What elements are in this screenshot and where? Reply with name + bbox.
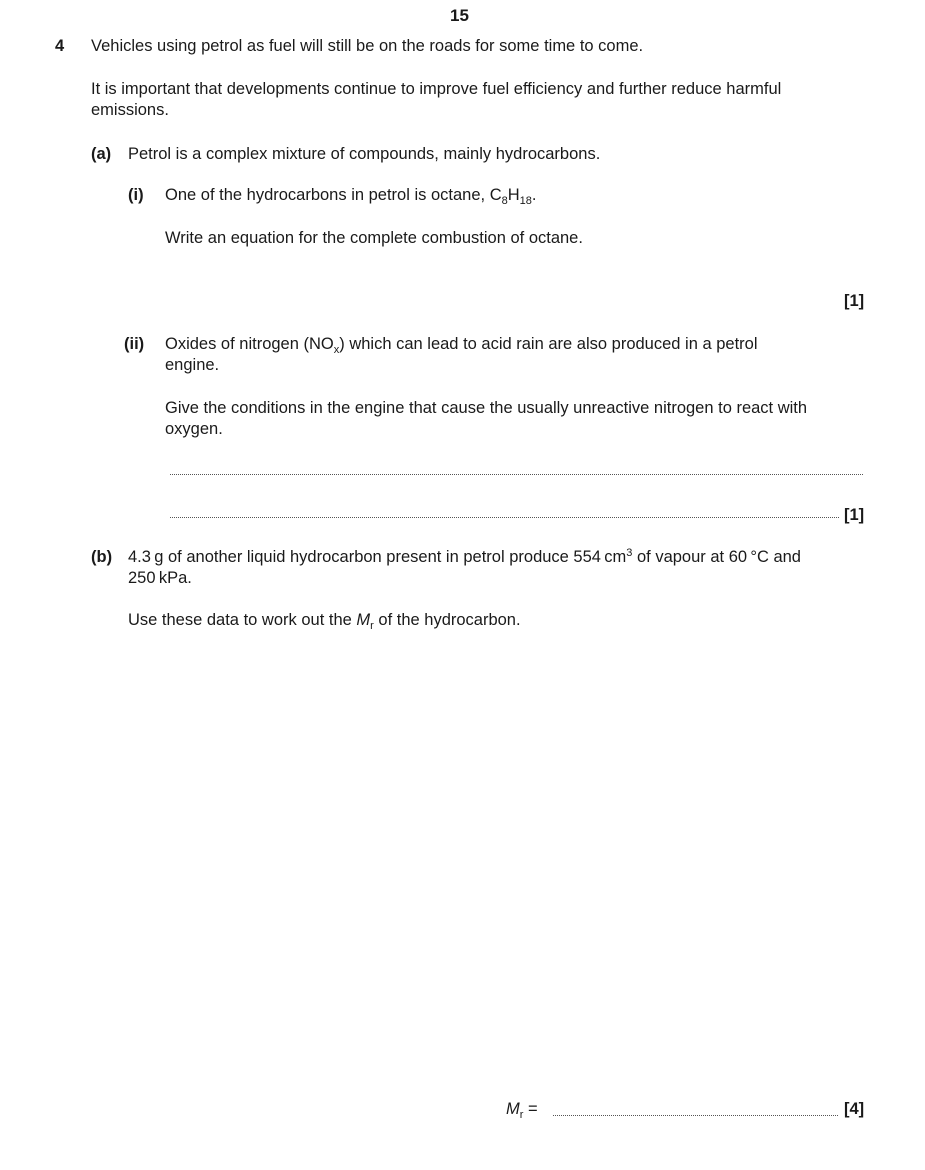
answer-mr-label xyxy=(506,1099,538,1120)
part-a-ii-instruction-2: oxygen. xyxy=(165,420,223,438)
superscript-3: 3 xyxy=(626,547,633,559)
nox-text: Oxides of nitrogen (NO xyxy=(165,335,334,353)
part-b-line1 xyxy=(128,547,801,568)
answer-subscript-r: r xyxy=(519,1109,524,1121)
subscript-8: 8 xyxy=(501,195,508,207)
octane-text: One of the hydrocarbons in petrol is octane, C xyxy=(165,186,502,204)
part-b-marks: [4] xyxy=(844,1100,865,1118)
question-intro-2b: emissions. xyxy=(91,101,169,119)
page-number: 15 xyxy=(450,6,469,25)
question-number: 4 xyxy=(55,37,65,55)
question-intro-2a: It is important that developments continue to improve fuel efficiency and further reduce harmful xyxy=(91,80,782,98)
answer-m-symbol: M xyxy=(506,1100,520,1118)
part-a-i-label: (i) xyxy=(128,186,144,204)
part-a-i-instruction: Write an equation for the complete combustion of octane. xyxy=(165,229,583,247)
part-a-ii-marks: [1] xyxy=(844,506,865,524)
mr-symbol: M xyxy=(356,611,371,629)
period: . xyxy=(531,186,537,204)
nox-suffix: ) which can lead to acid rain are also produced in a petrol xyxy=(339,335,758,353)
temperature-text: of vapour at 60 °C and xyxy=(632,548,801,566)
part-b-line2: 250 kPa. xyxy=(128,569,192,587)
answer-equals: = xyxy=(523,1100,538,1118)
part-a-ii-line2: engine. xyxy=(165,356,220,374)
instruction-prefix: Use these data to work out the xyxy=(128,611,357,629)
subscript-r: r xyxy=(370,620,374,632)
part-a-i-text xyxy=(165,185,537,206)
instruction-suffix: of the hydrocarbon. xyxy=(373,611,521,629)
part-b-label: (b) xyxy=(91,548,113,566)
subscript-18: 18 xyxy=(519,195,532,207)
answer-line-mr[interactable] xyxy=(553,1115,838,1116)
hydrogen-symbol: H xyxy=(507,186,520,204)
part-b-instruction xyxy=(128,610,521,631)
mass-volume-text: 4.3 g of another liquid hydrocarbon present in petrol produce 554 cm xyxy=(128,548,627,566)
part-a-i-marks: [1] xyxy=(844,292,865,310)
part-a-ii-line1 xyxy=(165,334,758,355)
part-a-label: (a) xyxy=(91,145,112,163)
subscript-x: x xyxy=(333,344,340,356)
answer-line-a-ii-1[interactable] xyxy=(170,474,863,475)
part-a-ii-label: (ii) xyxy=(124,335,145,353)
answer-line-a-ii-2[interactable] xyxy=(170,517,839,518)
part-a-ii-instruction-1: Give the conditions in the engine that cause the usually unreactive nitrogen to react with xyxy=(165,399,808,417)
question-intro-1: Vehicles using petrol as fuel will still be on the roads for some time to come. xyxy=(91,37,644,55)
part-a-text: Petrol is a complex mixture of compounds, mainly hydrocarbons. xyxy=(128,145,601,163)
